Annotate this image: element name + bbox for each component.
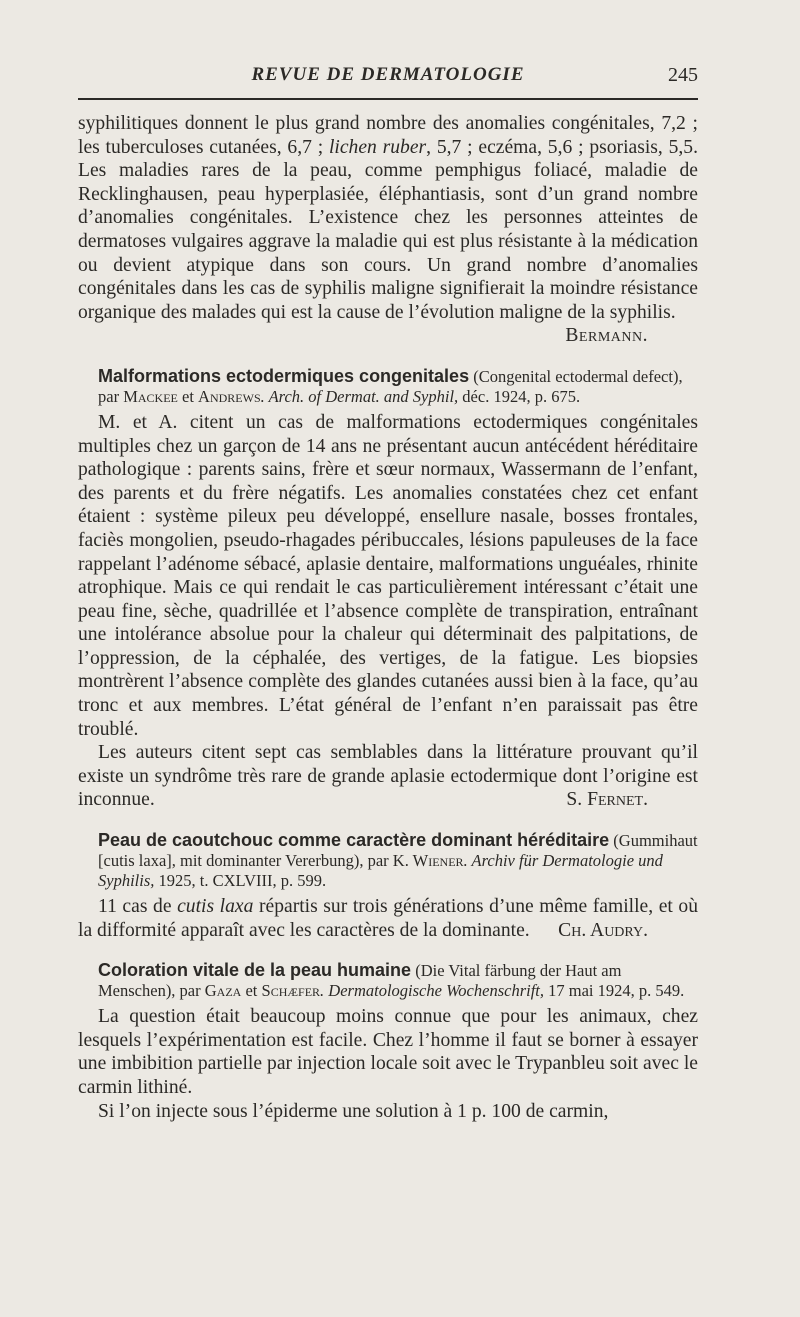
author: Mackee: [123, 386, 178, 406]
text: 11 cas de: [98, 896, 178, 918]
text: déc. 1924, p. 675.: [458, 386, 581, 406]
article-body: [78, 112, 698, 1123]
paragraph: Si l’on injecte sous l’épiderme une solution à 1 p. 100 de carmin,: [98, 1100, 609, 1122]
paragraph: M. et A. citent un cas de malformations ectodermiques congénitales multiples chez un garçon de 14 ans ne présentant aucun antécédent héréditaire pathologique : parents sains, frère et sœur normaux, Wassermann de l’enfant, des parents et du frère négatifs. Les anomalies constatées chez cet enfant étaient : système pileux peu développé, ensellure nasale, bosses frontales, faciès mongolien, pseudo-rhagades péribuccales, lésions papuleuses de la face rappelant l’adénome sébacé, aplasie dentaire, malformations unguéales, rhinite atrophique. Mais ce qui rendait le cas particulièrement intéressant c’était une peau fine, sèche, quadrillée et l’absence complète de transpiration, entraînant une intolérance absolue pour la chaleur qui déterminait des palpitations, de l’oppression, de la céphalée, des vertiges, de la fatigue. Les biopsies montrèrent l’absence complète des glandes cutanées aussi bien à la face, qu’au tronc et aux membres. L’état général de l’enfant n’en paraissait pas être troublé.: [78, 411, 698, 740]
reference-heading: [78, 960, 698, 1001]
paragraph: La question était beaucoup moins connue que pour les animaux, chez lesquels l’expérimentation est facile. Chez l’homme il faut se borner à essayer une imbibition partielle par injection locale soit avec le Trypanbleu soit avec le carmin lithiné.: [78, 1006, 698, 1098]
journal: . Arch. of Dermat. and Syphil,: [260, 386, 459, 406]
journal: . Archiv für Dermatologie und Syphilis,: [98, 851, 663, 891]
header-rule: [78, 98, 698, 100]
text: (Gummihaut [cutis laxa], mit dominanter Vererbung), par: [98, 831, 698, 871]
italic-term: lichen ruber: [328, 136, 427, 158]
running-head: REVUE DE DERMATOLOGIE: [251, 64, 525, 85]
author: K. Wiener: [392, 851, 464, 871]
italic-term: cutis laxa: [177, 896, 254, 918]
author: Schæfer: [261, 981, 321, 1001]
journal: . Dermatologische Wochenschrift,: [320, 981, 544, 1001]
reference-heading: [78, 830, 698, 891]
text: Les auteurs citent sept cas semblables dans la littérature prouvant qu’il existe un syndrôme très rare de grande aplasie ectodermique dont l’origine est inconnue.: [78, 742, 698, 811]
page-header: [78, 64, 698, 90]
article-title: Malformations ectodermiques congenitales: [98, 365, 470, 386]
paragraph: [78, 741, 698, 812]
author: Gaza: [204, 981, 242, 1001]
paragraph: [78, 112, 698, 324]
article-title: Peau de caoutchouc comme caractère dominant héréditaire: [98, 830, 610, 851]
text: (Die Vital färbung der Haut am Menschen), par: [98, 961, 622, 1001]
text: et: [241, 981, 262, 1001]
signature: S. Fernet.: [566, 789, 648, 811]
text: 1925, t. CXLVIII, p. 599.: [154, 871, 327, 891]
text: répartis sur trois générations d’une même famille, et où la difformité apparaît avec les caractères de la dominante.: [78, 896, 698, 941]
text: , 5,7 ; eczéma, 5,6 ; psoriasis, 5,5. Les maladies rares de la peau, comme pemphigus foliacé, maladie de Recklinghausen, peau hyperplasiée, éléphantiasis, sont d’un grand nombre d’anomalies congénitales. L’existence chez les personnes atteintes de dermatoses vulgaires aggrave la maladie qui est plus résistante à la médication ou devient atypique dans son cours. Un grand nombre d’anomalies congénitales dans les cas de syphilis maligne signifierait la moindre résistance organique des malades qui est la cause de l’évolution maligne de la syphilis.: [78, 136, 698, 323]
reference-heading: [78, 366, 698, 407]
text: (Congenital ectodermal defect), par: [98, 366, 683, 406]
text: 17 mai 1924, p. 549.: [544, 981, 685, 1001]
signature: Bermann.: [565, 325, 648, 347]
page-number: 245: [668, 64, 698, 86]
signature: Ch. Audry.: [558, 919, 648, 941]
author: Andrews: [198, 386, 261, 406]
paragraph: [78, 895, 698, 942]
text: syphilitiques donnent le plus grand nombre des anomalies congénitales, 7,2 ; les tuberculoses cutanées, 6,7 ;: [78, 113, 698, 158]
text: et: [177, 386, 199, 406]
article-title: Coloration vitale de la peau humaine: [98, 960, 412, 981]
